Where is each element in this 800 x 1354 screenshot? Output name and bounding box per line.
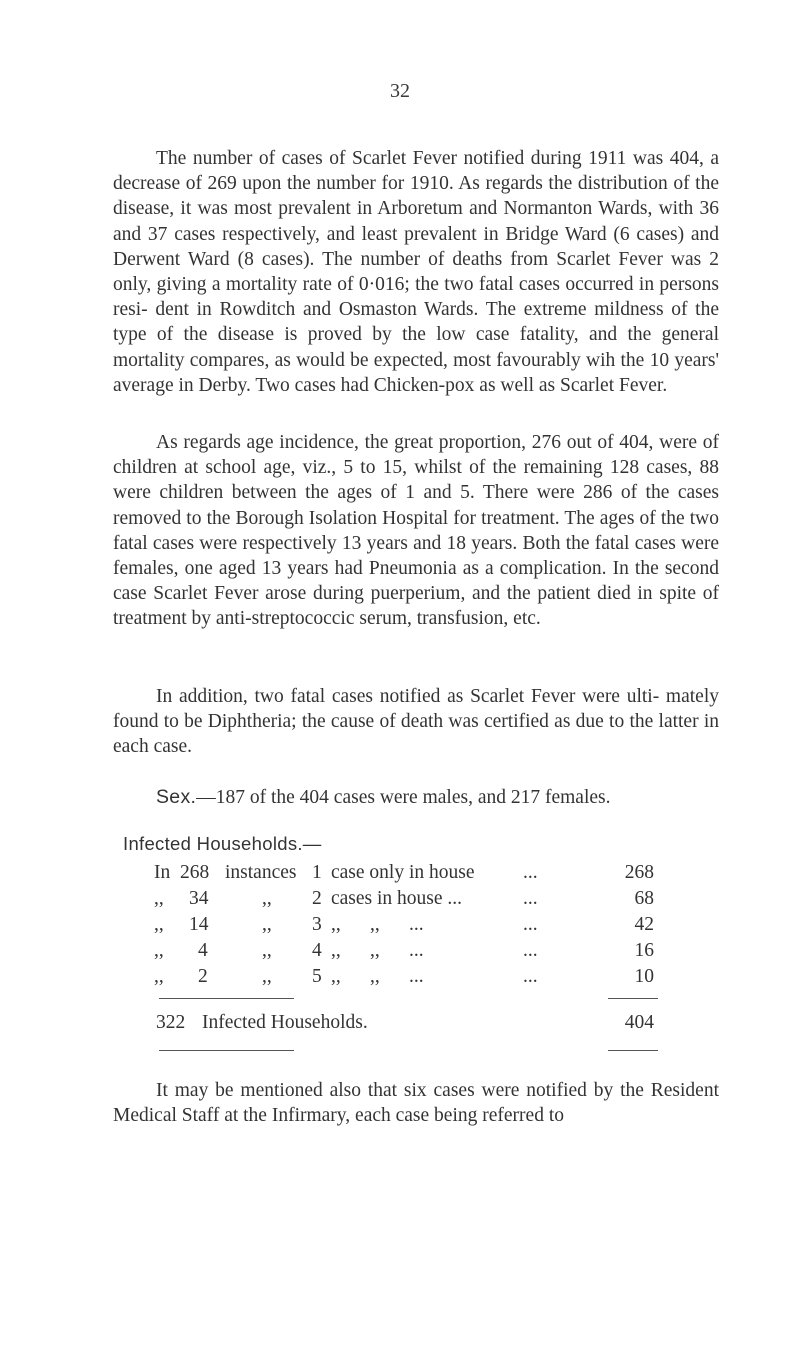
- row-count: 268: [180, 862, 210, 883]
- divider: [608, 998, 658, 999]
- table-row: [154, 888, 654, 914]
- table-row: [154, 862, 654, 888]
- row-leader: ...: [523, 966, 538, 987]
- row-mid: instances: [225, 862, 297, 883]
- row-desc: ,, ,, ...: [331, 940, 424, 961]
- infected-households-heading: [123, 833, 322, 855]
- row-leader: ...: [523, 914, 538, 935]
- row-leader: ...: [523, 862, 538, 883]
- row-leader: ...: [523, 888, 538, 909]
- row-total: 42: [634, 914, 654, 935]
- divider: [608, 1050, 658, 1051]
- row-count: 4: [198, 940, 208, 961]
- row-n: 2: [312, 888, 322, 909]
- row-prefix: In: [154, 862, 171, 883]
- row-total: 10: [634, 966, 654, 987]
- paragraph-sex: [113, 785, 719, 810]
- row-desc: ,, ,, ...: [331, 966, 424, 987]
- row-mid: ,,: [262, 966, 272, 987]
- sex-text: —187 of the 404 cases were males, and 217 females.: [196, 787, 611, 808]
- total-row: [154, 1012, 654, 1038]
- row-n: 5: [312, 966, 322, 987]
- row-total: 268: [624, 862, 654, 883]
- row-prefix: ,,: [154, 888, 164, 909]
- table-row: [154, 940, 654, 966]
- row-mid: ,,: [262, 888, 272, 909]
- paragraph-scarlet-fever: The number of cases of Scarlet Fever notified during 1911 was 404, a decrease of 269 upon the number for 1910. As regards the distribution of the disease, it was most prevalent in Arboretum and Normanton Wards, with 36 and 37 cases respectively, and least prevalent in Bridge Ward (6 cases) and Derwent Ward (8 cases). The number of deaths from Scarlet Fever was 2 only, giving a mortality rate of 0·016; the two fatal cases occurred in persons resi- dent in Rowditch and Osmaston Wards. The extreme mildness of the type of the disease is proved by the low case fatality, and the general mortality compares, as would be expected, most favourably wih the 10 years' average in Derby. Two cases had Chicken-pox as well as Scarlet Fever.: [113, 148, 719, 396]
- paragraph-diphtheria: In addition, two fatal cases notified as Scarlet Fever were ulti- mately found to be Diphtheria; the cause of death was certified as due to the latter in each case.: [113, 686, 719, 758]
- paragraph-age-incidence: As regards age incidence, the great proportion, 276 out of 404, were of children at school age, viz., 5 to 15, whilst of the remaining 128 cases, 88 were children between the ages of 1 and 5. There were 286 of the cases removed to the Borough Isolation Hospital for treatment. The ages of the two fatal cases were respectively 13 years and 18 years. Both the fatal cases were females, one aged 13 years had Pneumonia as a complication. In the second case Scarlet Fever arose during puerperium, and the patient died in spite of treatment by anti-streptococcic serum, transfusion, etc.: [113, 432, 719, 630]
- row-count: 2: [198, 966, 208, 987]
- row-count: 34: [189, 888, 209, 909]
- row-leader: ...: [523, 940, 538, 961]
- row-n: 1: [312, 862, 322, 883]
- row-count: 14: [189, 914, 209, 935]
- table-row: [154, 966, 654, 992]
- divider: [159, 1050, 294, 1051]
- row-total: 16: [634, 940, 654, 961]
- infected-households-heading-text: Infected Households.—: [123, 833, 322, 854]
- total-value: 404: [624, 1012, 654, 1033]
- row-prefix: ,,: [154, 914, 164, 935]
- page-number: 32: [390, 80, 410, 102]
- divider: [159, 998, 294, 999]
- row-desc: ,, ,, ...: [331, 914, 424, 935]
- row-desc: cases in house ...: [331, 888, 463, 909]
- row-n: 4: [312, 940, 322, 961]
- table-row: [154, 914, 654, 940]
- total-count: 322: [156, 1012, 186, 1033]
- paragraph-closing: It may be mentioned also that six cases were notified by the Resident Medical Staff at the Infirmary, each case being referred to: [113, 1080, 719, 1127]
- row-mid: ,,: [262, 914, 272, 935]
- row-prefix: ,,: [154, 940, 164, 961]
- row-mid: ,,: [262, 940, 272, 961]
- row-desc: case only in house: [331, 862, 475, 883]
- row-n: 3: [312, 914, 322, 935]
- sex-label: Sex.: [156, 786, 197, 808]
- row-prefix: ,,: [154, 966, 164, 987]
- row-total: 68: [634, 888, 654, 909]
- total-label: Infected Households.: [202, 1012, 368, 1033]
